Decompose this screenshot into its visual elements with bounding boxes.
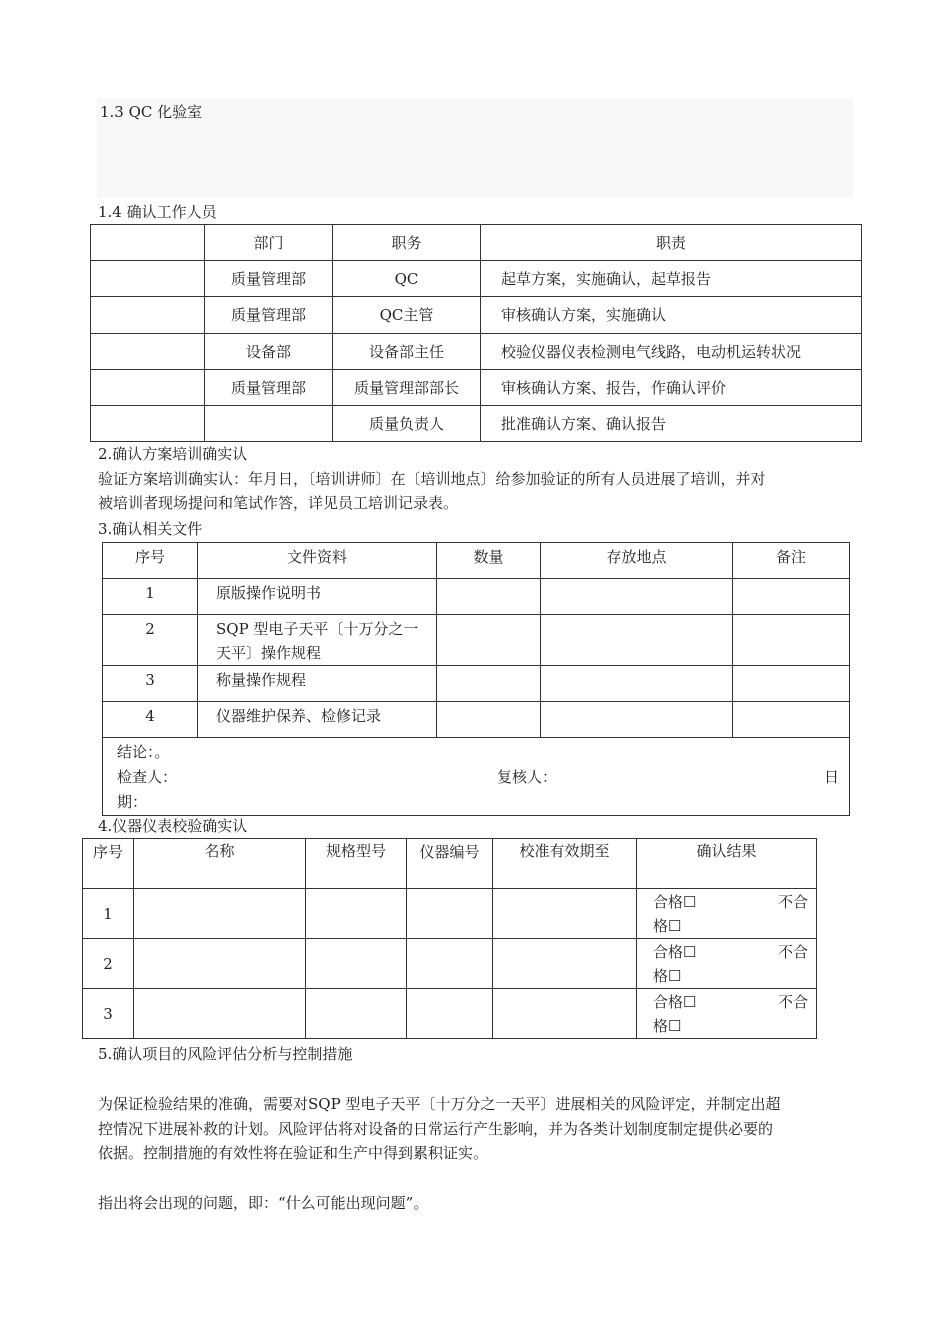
- table-row: [91, 334, 862, 370]
- document-cell: 仪器维护保养、检修记录: [198, 702, 437, 738]
- table-row: [83, 939, 817, 989]
- calibration-date-cell: [493, 889, 637, 939]
- fail-label: 不合: [777, 942, 808, 961]
- serial-cell: [407, 939, 493, 989]
- header-cell: 序号: [103, 543, 198, 579]
- remark-cell: [733, 579, 850, 615]
- table-row: [103, 615, 850, 666]
- table-row: [103, 666, 850, 702]
- position-cell: QC: [333, 261, 481, 297]
- header-cell: 仪器编号: [407, 839, 493, 889]
- section-2-heading: 2.确认方案培训确实认: [98, 445, 248, 463]
- header-cell: 名称: [134, 839, 306, 889]
- sign-line: [117, 765, 843, 790]
- department-cell: 设备部: [205, 334, 333, 370]
- table-row: [103, 702, 850, 738]
- header-cell: 确认结果: [637, 839, 817, 889]
- duty-cell: 校验仪器仪表检测电气线路，电动机运转状况: [481, 334, 862, 370]
- model-cell: [306, 889, 407, 939]
- fail-label: 不合: [777, 892, 808, 911]
- checker-label: 检查人：: [117, 768, 178, 786]
- location-cell: [541, 579, 733, 615]
- position-cell: 质量负责人: [333, 406, 481, 442]
- index-cell: 3: [83, 989, 134, 1039]
- header-cell: 职务: [333, 225, 481, 261]
- date-label-a: 日: [823, 768, 839, 786]
- conclusion-row: [103, 738, 850, 816]
- position-cell: QC主管: [333, 297, 481, 334]
- remark-cell: [733, 666, 850, 702]
- location-cell: [541, 615, 733, 666]
- table-row: [103, 579, 850, 615]
- section-1-3-heading: 1.3 QC 化验室: [100, 103, 203, 121]
- table-cell: [91, 297, 205, 334]
- fail-checkbox[interactable]: 格☐: [653, 966, 682, 985]
- name-cell: [134, 989, 306, 1039]
- training-text-line-2: 被培训者现场提问和笔试作答，详见员工培训记录表。: [98, 494, 459, 512]
- department-cell: [205, 406, 333, 442]
- result-line: [653, 890, 808, 914]
- header-cell: 序号: [83, 839, 134, 889]
- duty-cell: 起草方案，实施确认，起草报告: [481, 261, 862, 297]
- training-text-line-1: 验证方案培训确实认：年月日，〔培训讲师〕在〔培训地点〕给参加验证的所有人员进展了培训，并对: [98, 470, 766, 488]
- risk-paragraph-line-1: 为保证检验结果的准确，需要对SQP 型电子天平〔十万分之一天平〕进展相关的风险评定，并制定出超: [98, 1095, 781, 1113]
- remark-cell: [733, 702, 850, 738]
- serial-cell: [407, 889, 493, 939]
- shaded-block: [97, 98, 853, 198]
- table-row: [83, 989, 817, 1039]
- duty-cell: 批准确认方案、确认报告: [481, 406, 862, 442]
- conclusion-cell: [103, 738, 850, 816]
- section-5-heading: 5.确认项目的风险评估分析与控制措施: [98, 1045, 353, 1063]
- quantity-cell: [437, 615, 541, 666]
- index-cell: 2: [103, 615, 198, 666]
- index-cell: 4: [103, 702, 198, 738]
- header-cell: 职责: [481, 225, 862, 261]
- result-cell: [637, 889, 817, 939]
- index-cell: 1: [83, 889, 134, 939]
- calibration-date-cell: [493, 989, 637, 1039]
- duty-cell: 审核确认方案，实施确认: [481, 297, 862, 334]
- table-row: [83, 889, 817, 939]
- risk-paragraph-line-3: 依据。控制措施的有效性将在验证和生产中得到累积证实。: [98, 1144, 489, 1162]
- header-cell: [91, 225, 205, 261]
- location-cell: [541, 702, 733, 738]
- quantity-cell: [437, 579, 541, 615]
- problem-statement: 指出将会出现的问题，即：“什么可能出现问题”。: [98, 1194, 429, 1212]
- document-cell: 称量操作规程: [198, 666, 437, 702]
- header-cell: 数量: [437, 543, 541, 579]
- department-cell: 质量管理部: [205, 261, 333, 297]
- section-1-4-heading: 1.4 确认工作人员: [98, 203, 217, 221]
- fail-checkbox[interactable]: 格☐: [653, 916, 682, 935]
- quantity-cell: [437, 702, 541, 738]
- header-cell: 规格型号: [306, 839, 407, 889]
- table-cell: [91, 261, 205, 297]
- table-cell: [91, 334, 205, 370]
- documents-table: [102, 542, 850, 816]
- header-cell: 文件资料: [198, 543, 437, 579]
- duty-cell: 审核确认方案、报告，作确认评价: [481, 370, 862, 406]
- position-cell: 设备部主任: [333, 334, 481, 370]
- header-cell: 备注: [733, 543, 850, 579]
- section-3-heading: 3.确认相关文件: [98, 520, 203, 538]
- header-cell: 存放地点: [541, 543, 733, 579]
- fail-checkbox[interactable]: 格☐: [653, 1016, 682, 1035]
- pass-checkbox[interactable]: 合格☐: [653, 992, 697, 1011]
- index-cell: 3: [103, 666, 198, 702]
- quantity-cell: [437, 666, 541, 702]
- personnel-table: [90, 224, 862, 442]
- header-cell: 部门: [205, 225, 333, 261]
- index-cell: 1: [103, 579, 198, 615]
- table-row: [91, 370, 862, 406]
- table-row: [91, 406, 862, 442]
- result-cell: [637, 939, 817, 989]
- section-4-heading: 4.仪器仪表校验确实认: [98, 817, 248, 835]
- name-cell: [134, 889, 306, 939]
- document-cell: SQP 型电子天平〔十万分之一天平〕操作规程: [198, 615, 437, 666]
- calibration-table: [82, 838, 817, 1039]
- remark-cell: [733, 615, 850, 666]
- location-cell: [541, 666, 733, 702]
- department-cell: 质量管理部: [205, 297, 333, 334]
- conclusion-text: 结论：。: [117, 743, 170, 761]
- result-line: [653, 940, 808, 964]
- department-cell: 质量管理部: [205, 370, 333, 406]
- name-cell: [134, 939, 306, 989]
- document-cell: 原版操作说明书: [198, 579, 437, 615]
- pass-checkbox[interactable]: 合格☐: [653, 942, 697, 961]
- index-cell: 2: [83, 939, 134, 989]
- risk-paragraph-line-2: 控情况下进展补救的计划。风险评估将对设备的日常运行产生影响，并为各类计划制度制定提供必要的: [98, 1120, 774, 1138]
- table-cell: [91, 406, 205, 442]
- table-row: [91, 261, 862, 297]
- fail-label: 不合: [777, 992, 808, 1011]
- model-cell: [306, 989, 407, 1039]
- date-label-b: 期：: [117, 793, 148, 811]
- pass-checkbox[interactable]: 合格☐: [653, 892, 697, 911]
- result-cell: [637, 989, 817, 1039]
- reviewer-label: 复核人：: [497, 768, 558, 786]
- model-cell: [306, 939, 407, 989]
- table-row: [91, 297, 862, 334]
- calibration-date-cell: [493, 939, 637, 989]
- position-cell: 质量管理部部长: [333, 370, 481, 406]
- header-cell: 校准有效期至: [493, 839, 637, 889]
- result-line: [653, 990, 808, 1014]
- table-cell: [91, 370, 205, 406]
- serial-cell: [407, 989, 493, 1039]
